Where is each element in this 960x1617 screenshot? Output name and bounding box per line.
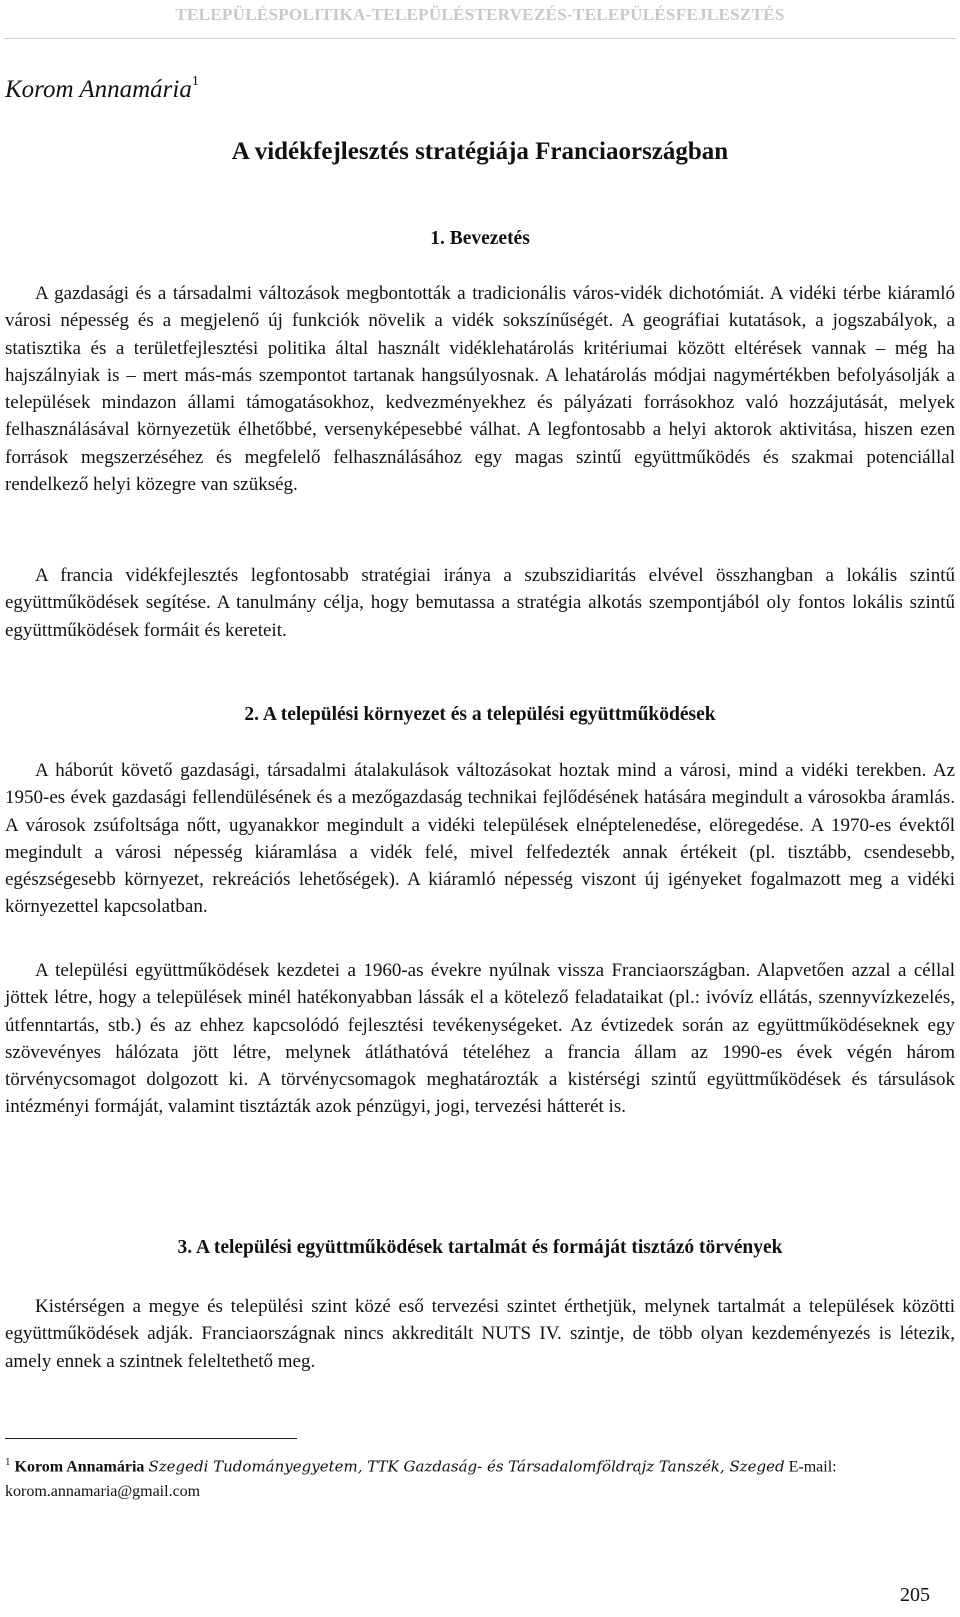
footnote-mark: 1 [5,1456,11,1468]
footnote-email-label: E-mail: [788,1458,837,1476]
running-header: TELEPÜLÉSPOLITIKA-TELEPÜLÉSTERVEZÉS-TELEPÜLÉSFEJLESZTÉS [175,5,785,24]
page-number: 205 [900,1584,930,1606]
section-1-heading: 1. Bevezetés [430,228,530,249]
footnote-author-name: Korom Annamária [14,1458,145,1476]
header-rule [4,38,956,39]
section-3-heading: 3. A települési együttműködések tartalmát és formáját tisztázó törvények [177,1237,783,1258]
footnote-rule [5,1438,297,1439]
section-2-heading: 2. A települési környezet és a települési együttműködések [244,704,716,725]
footnote-affiliation: Szegedi Tudományegyetem, TTK Gazdaság- és Társadalomföldrajz Tanszék, Szeged [148,1457,785,1476]
footnote-email[interactable]: korom.annamaria@gmail.com [5,1483,201,1501]
author-name: Korom Annamária [5,76,192,103]
article-title: A vidékfejlesztés stratégiája Franciaországban [231,138,729,165]
section-1-paragraph-2: A francia vidékfejlesztés legfontosabb stratégiai iránya a szubszidiaritás elvével összhangban a lokális szintű együttműködések segítése. A tanulmány célja, hogy bemutassa a stratégia alkotás szempontjából oly fontos lokális szintű együttműködések formáit és kereteit. [5,565,955,641]
author-line [5,76,199,104]
section-3-paragraph-1: Kistérségen a megye és települési szint közé eső tervezési szintet érthetjük, melynek tartalmát a települések közötti együttműködések adják. Franciaországnak nincs akkreditált NUTS IV. szintje, de több olyan kezdeményezés is létezik, amely ennek a szintnek feleltethető meg. [5,1296,955,1372]
section-2-paragraph-2: A települési együttműködések kezdetei a 1960-as évekre nyúlnak vissza Franciaországban. Alapvetően azzal a céllal jöttek létre, hogy a települések minél hatékonyabban lássák el a kötelező feladataikat (pl.: ivóvíz ellátás, szennyvízkezelés, útfenntartás, stb.) és az ehhez kapcsolódó fejlesztési tevékenységeket. Az évtizedek során az együttműködéseknek egy szövevényes hálózata jött létre, melynek átláthatóvá tételéhez a francia állam az 1990-es évek végén három törvénycsomagot dolgozott ki. A törvénycsomagok meghatározták a kistérségi szintű együttműködések és társulások intézményi formáját, valamint tisztázták azok pénzügyi, jogi, tervezési hátterét is. [5,960,955,1118]
author-footnote-mark: 1 [191,74,199,89]
footnote [5,1450,955,1504]
section-1-paragraph-1: A gazdasági és a társadalmi változások megbontották a tradicionális város-vidék dichotómiát. A vidéki térbe kiáramló városi népesség és a megjelenő új funkciók növelik a vidék sokszínűségét. A geográfiai kutatások, a jogszabályok, a statisztika és a területfejlesztési politika által használt vidéklehatárolás kritériumai között eltérések vannak – még ha hajszálnyiak is – mert más-más szempontot tartanak hangsúlyosnak. A lehatárolás módjai nagymértékben befolyásolják a települések mindazon állami támogatásokhoz, kedvezményekhez és pályázati forrásokhoz való hozzájutását, melyek felhasználásával környezetük élhetőbbé, versenyképesebbé válhat. A legfontosabb a helyi aktorok aktivitása, hiszen ezen források megszerzéséhez és megfelelő felhasználásához egy magas szintű együttműködés és szakmai potenciállal rendelkező helyi közegre van szükség. [5,283,955,496]
section-2-paragraph-1: A háborút követő gazdasági, társadalmi átalakulások változásokat hoztak mind a városi, mind a vidéki terekben. Az 1950-es évek gazdasági fellendülésének és a mezőgazdaság technikai fejlődésének hatására megindult a városokba áramlás. A városok zsúfoltsága nőtt, ugyanakkor megindult a vidéki települések elnéptelenedése, elöregedése. A 1970-es évektől megindult a városi népesség kiáramlása a vidék felé, mivel felfedezték annak értékeit (pl. tisztább, csendesebb, egészségesebb környezet, rekreációs lehetőségek). A kiáramló népesség viszont új igényeket fogalmazott meg a vidéki környezettel kapcsolatban. [5,760,955,918]
